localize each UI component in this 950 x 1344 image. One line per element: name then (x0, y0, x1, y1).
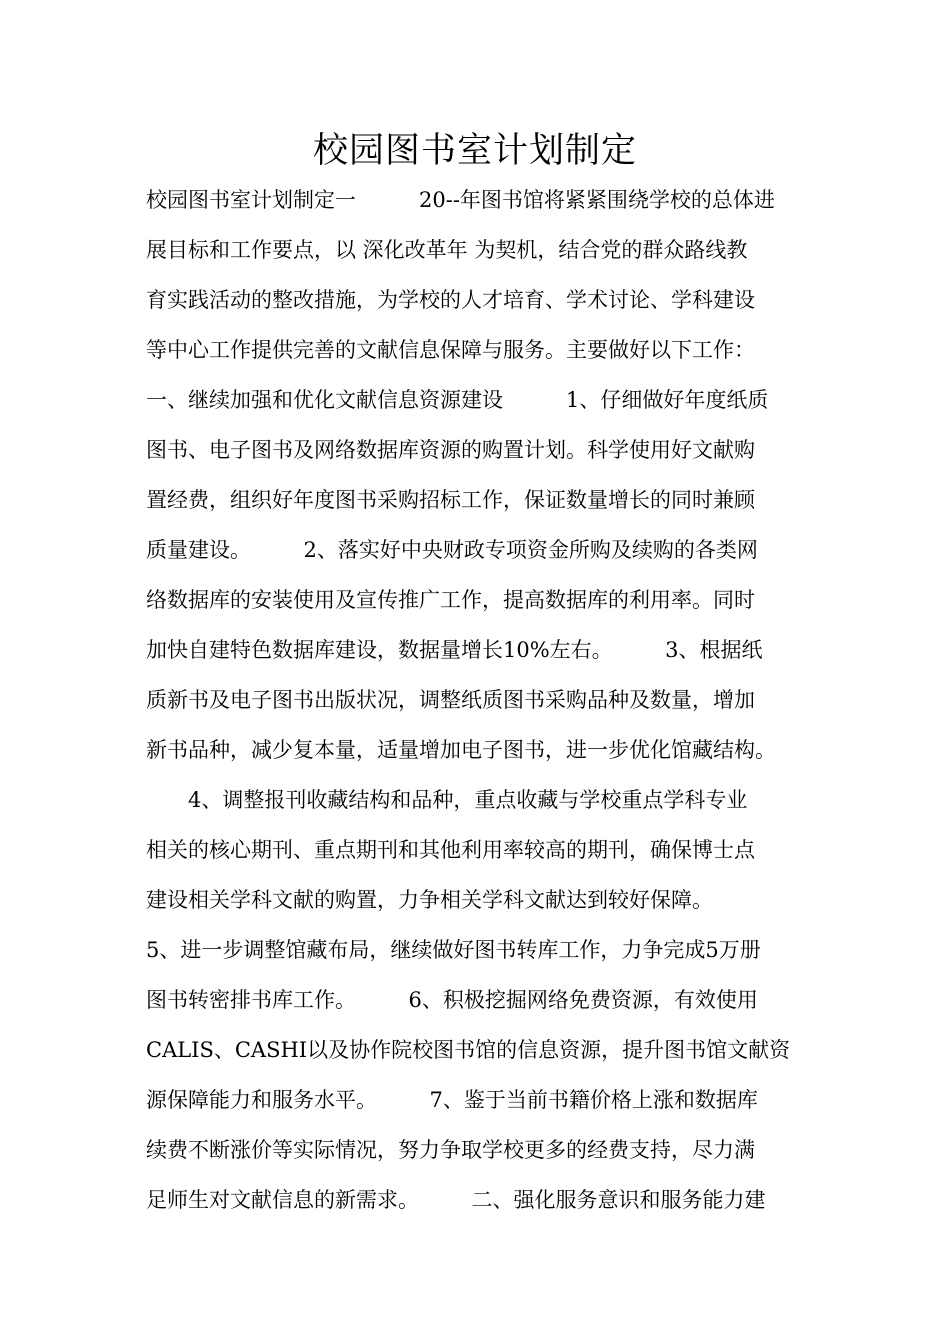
body-line-4: 等中心工作提供完善的文献信息保障与服务。主要做好以下工作： (146, 338, 755, 362)
body-line-11: 质新书及电子图书出版状况，调整纸质图书采购品种及数量，增加 (146, 688, 755, 712)
body-line-9: 络数据库的安装使用及宣传推广工作，提高数据库的利用率。同时 (146, 588, 755, 612)
body-line-8: 质量建设。 2、落实好中央财政专项资金所购及续购的各类网 (146, 538, 758, 562)
body-line-18: CALIS、CASHI以及协作院校图书馆的信息资源，提升图书馆文献资 (146, 1038, 791, 1062)
body-line-15: 建设相关学科文献的购置，力争相关学科文献达到较好保障。 (146, 888, 713, 912)
body-line-12: 新书品种，减少复本量，适量增加电子图书，进一步优化馆藏结构。 (146, 738, 776, 762)
body-line-10: 加快自建特色数据库建设，数据量增长10%左右。 3、根据纸 (146, 638, 763, 662)
body-line-2: 展目标和工作要点，以 深化改革年 为契机，结合党的群众路线教 (146, 238, 748, 262)
body-line-21: 足师生对文献信息的新需求。 二、强化服务意识和服务能力建 (146, 1188, 766, 1212)
body-line-3: 育实践活动的整改措施，为学校的人才培育、学术讨论、学科建设 (146, 288, 755, 312)
body-line-6: 图书、电子图书及网络数据库资源的购置计划。科学使用好文献购 (146, 438, 755, 462)
body-line-17: 图书转密排书库工作。 6、积极挖掘网络免费资源，有效使用 (146, 988, 758, 1012)
body-line-20: 续费不断涨价等实际情况，努力争取学校更多的经费支持，尽力满 (146, 1138, 755, 1162)
body-line-19: 源保障能力和服务水平。 7、鉴于当前书籍价格上涨和数据库 (146, 1088, 758, 1112)
body-line-14: 相关的核心期刊、重点期刊和其他利用率较高的期刊，确保博士点 (146, 838, 755, 862)
document-title: 校园图书室计划制定 (312, 131, 637, 171)
body-line-5: 一、继续加强和优化文献信息资源建设 1、仔细做好年度纸质 (146, 388, 769, 412)
body-line-13: 4、调整报刊收藏结构和品种，重点收藏与学校重点学科专业 (146, 788, 748, 812)
body-line-1: 校园图书室计划制定一 20--年图书馆将紧紧围绕学校的总体进 (146, 188, 775, 212)
body-line-16: 5、进一步调整馆藏布局，继续做好图书转库工作，力争完成5万册 (146, 938, 761, 962)
body-line-7: 置经费，组织好年度图书采购招标工作，保证数量增长的同时兼顾 (146, 488, 755, 512)
